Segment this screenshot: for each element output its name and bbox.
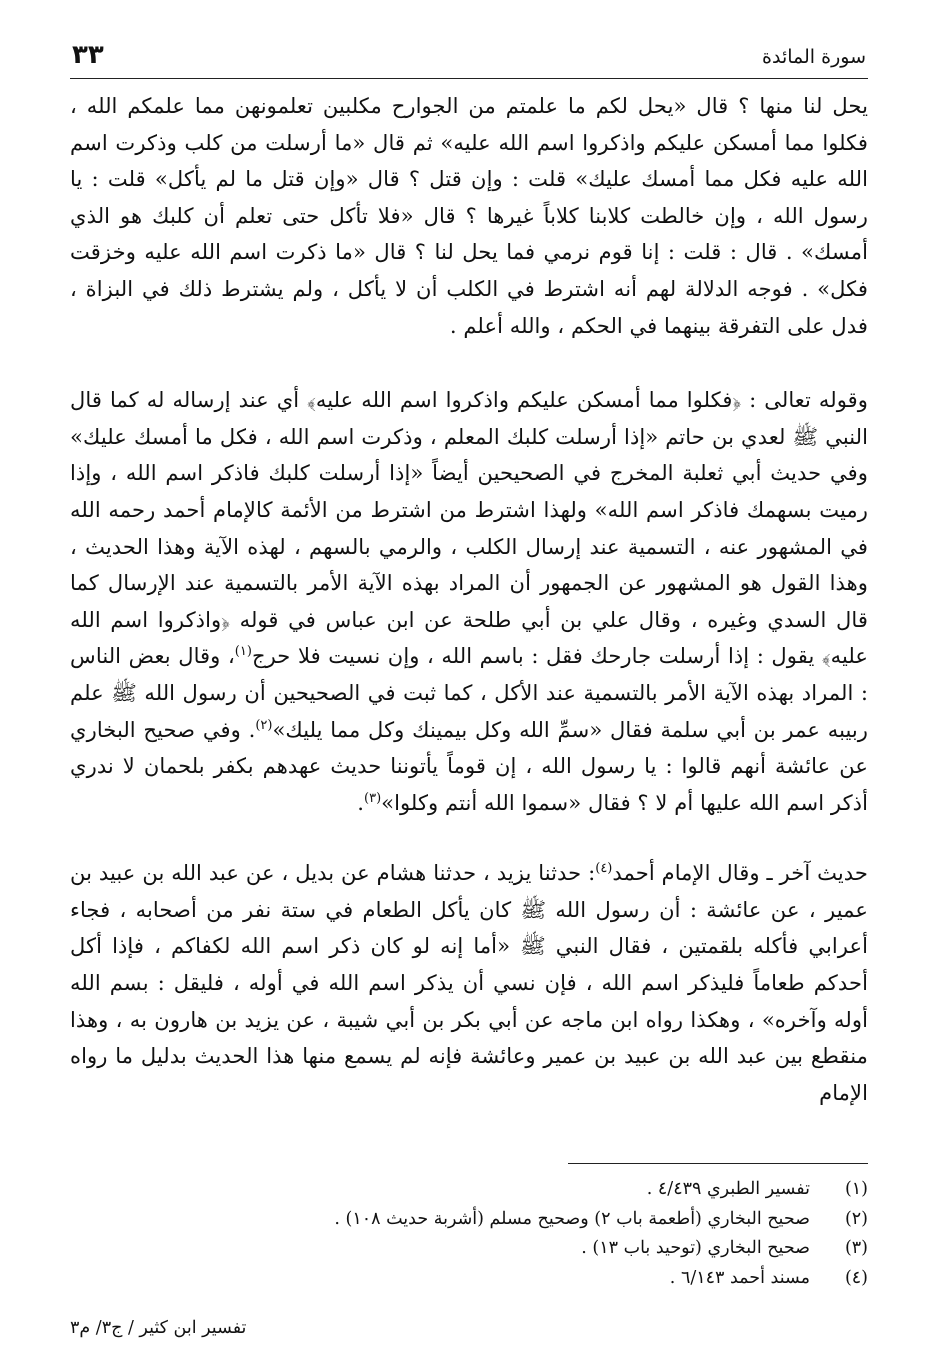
footnote-ref-1: (١) xyxy=(234,644,252,660)
footnote-divider xyxy=(568,1163,868,1164)
footnote-number: (٤) xyxy=(844,1267,868,1288)
footnote-ref-4: (٤) xyxy=(595,861,613,877)
footnote-number: (١) xyxy=(844,1179,868,1199)
footnote-item xyxy=(70,1264,868,1294)
footnote-item xyxy=(70,1234,868,1264)
footnote-text: تفسير الطبري ٤/٤٣٩ . xyxy=(646,1179,810,1199)
paragraph-3-part-a: حديث آخر ـ وقال الإمام أحمد xyxy=(612,860,869,886)
footnote-text: صحيح البخاري (أطعمة باب ٢) وصحيح مسلم (أشربة حديث ١٠٨) . xyxy=(334,1208,810,1229)
paragraph-2 xyxy=(70,382,868,821)
footnote-number: (٣) xyxy=(844,1238,868,1258)
paragraph-2-part-c: . وفي صحيح البخاري عن عائشة أنهم قالوا : يا رسول الله ، إن قوماً يأتوننا حديث عهدهم بكفر بلحمان لا ندري أذكر اسم الله عليها أم لا ؟ فقال «سموا الله أنتم وكلوا» xyxy=(70,716,868,815)
footnote-text: مسند أحمد ٦/١٤٣ . xyxy=(669,1267,810,1288)
main-text xyxy=(70,88,868,1111)
footnote-ref-3: (٣) xyxy=(364,790,382,806)
footnotes xyxy=(70,1175,868,1293)
paragraph-3 xyxy=(70,855,868,1111)
paragraph-2-part-b: ، وقال بعض الناس : المراد بهذه الآية الأمر بالتسمية عند الأكل ، كما ثبت في الصحيحين أن رسول الله ﷺ علم ربيبه عمر بن أبي سلمة فقال «سمِّ الله وكل بيمينك وكل مما يليك» xyxy=(70,643,868,742)
page-header xyxy=(70,38,868,79)
paragraph-1: يحل لنا منها ؟ قال «يحل لكم ما علمتم من الجوارح مكلبين تعلمونهن مما علمكم الله ، فكلوا مما أمسكن عليكم واذكروا اسم الله عليه» ثم قال «ما أرسلت من كلب وذكرت اسم الله عليه فكل مما أمسك عليك» قلت : وإن قتل ؟ قال «وإن قتل ما لم يأكل» قلت : يا رسول الله ، وإن خالطت كلابنا كلاباً غيرها ؟ قال «فلا تأكل حتى تعلم أن كلبك هو الذي أمسك» . قال : قلت : إنا قوم نرمي فما يحل لنا ؟ قال «ما ذكرت اسم الله عليه وخزقت فكل» . فوجه الدلالة لهم أنه اشترط في الكلب أن لا يأكل ، ولم يشترط ذلك في البزاة ، فدل على التفرقة بينهما في الحكم ، والله أعلم . xyxy=(70,93,868,338)
footnote-item xyxy=(70,1175,868,1205)
footnote-text: صحيح البخاري (توحيد باب ١٣) . xyxy=(581,1238,810,1258)
paragraph-2-part-a: وقوله تعالى : ﴿فكلوا مما أمسكن عليكم واذكروا اسم الله عليه﴾ أي عند إرساله له كما قال النبي ﷺ لعدي بن حاتم «إذا أرسلت كلبك المعلم ، وذكرت اسم الله ، فكل ما أمسك عليك» وفي حديث أبي ثعلبة المخرج في الصحيحين أيضاً «إذا أرسلت كلبك فاذكر اسم الله ، وإذا رميت بسهمك فاذكر اسم الله» ولهذا اشترط من اشترط من الأئمة كالإمام أحمد رحمه الله في المشهور عنه ، التسمية عند إرسال الكلب ، والرمي بالسهم ، لهذه الآية وهذا الحديث ، وهذا القول هو المشهور عن الجمهور أن المراد بهذه الآية الأمر بالتسمية عند الإرسال كما قال السدي وغيره ، وقال علي بن أبي طلحة عن ابن عباس في قوله ﴿واذكروا اسم الله عليه﴾ يقول : إذا أرسلت جارحك فقل : باسم الله ، وإن نسيت فلا حرج xyxy=(70,387,868,669)
page-number: ٣٣ xyxy=(72,40,104,70)
paragraph-2-part-d: . xyxy=(357,789,364,815)
paragraph-3-part-b: : حدثنا يزيد ، حدثنا هشام عن بديل ، عن عبد الله بن عبيد بن عمير ، عن عائشة : أن رسول الله ﷺ كان يأكل الطعام في ستة نفر من أصحابه ، فجاء أعرابي فأكله بلقمتين ، فقال النبي ﷺ «أما إنه لو كان ذكر اسم الله لكفاكم ، فإذا أكل أحدكم طعاماً فليذكر اسم الله ، فإن نسي أن يذكر اسم الله في أوله ، فليقل : بسم الله أوله وآخره» ، وهكذا رواه ابن ماجه عن أبي بكر بن أبي شيبة ، عن يزيد بن هارون به ، وهذا منقطع بين عبد الله بن عبيد بن عمير وعائشة فإنه لم يسمع منها هذا الحديث بدليل ما رواه الإمام xyxy=(70,860,868,1105)
surah-title: سورة المائدة xyxy=(762,46,866,68)
print-signature: تفسير ابن كثير / ج٣/ م٣ xyxy=(70,1318,247,1338)
footnote-number: (٢) xyxy=(844,1208,868,1229)
footnote-item xyxy=(70,1205,868,1235)
footnote-ref-2: (٢) xyxy=(255,717,273,733)
